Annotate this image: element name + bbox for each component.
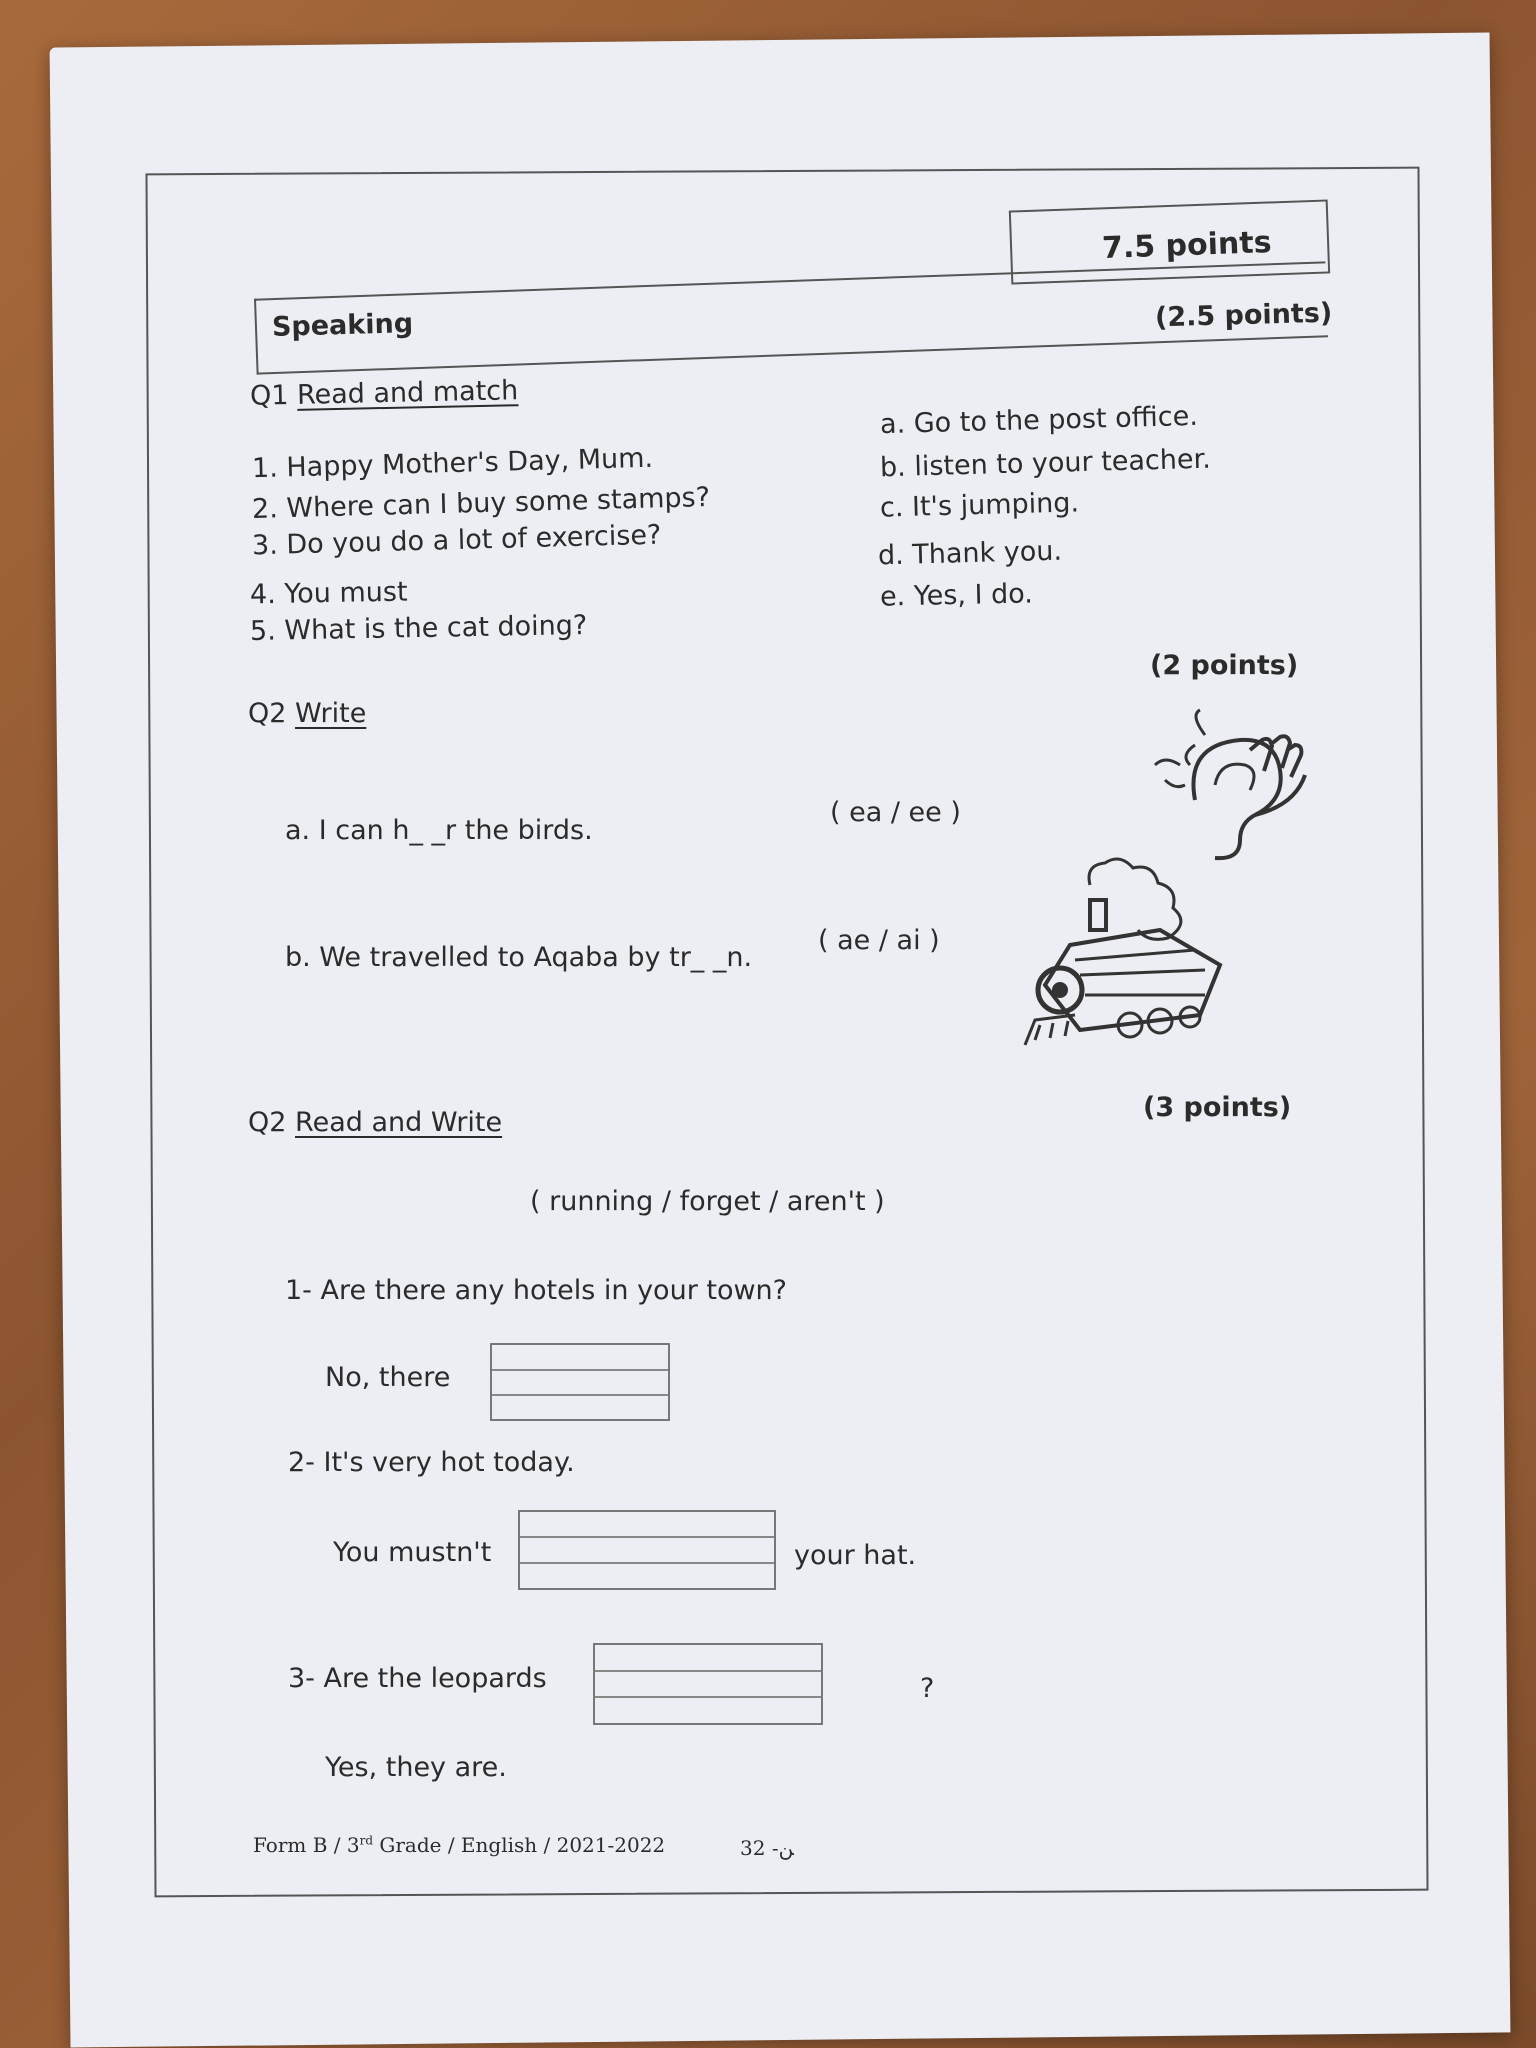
q2-a-text: a. I can h <box>285 815 410 846</box>
q2-item-a <box>285 815 593 846</box>
q1-right-item-b: b. listen to your teacher. <box>879 443 1212 484</box>
q1-right-item-d: d. Thank you. <box>877 535 1063 572</box>
q1-left-item-4: 4. You must <box>249 576 408 611</box>
total-points: 7.5 points <box>1101 225 1273 266</box>
q3-item3-answer-box[interactable] <box>593 1643 823 1725</box>
q1-left-item-1: 1. Happy Mother's Day, Mum. <box>251 442 654 485</box>
q3-points: (3 points) <box>1143 1092 1292 1123</box>
q2-b-end: n. <box>726 942 753 973</box>
q1-heading <box>250 375 519 412</box>
q1-label: Q1 <box>249 380 289 412</box>
footer-sup: rd <box>359 1833 374 1848</box>
q3-item2-question: 2- It's very hot today. <box>288 1447 575 1478</box>
q1-right-item-c: c. It's jumping. <box>879 487 1080 524</box>
section-points: (2.5 points) <box>1154 297 1333 334</box>
word-bank: ( running / forget / aren't ) <box>530 1186 885 1217</box>
footer-form <box>253 1833 665 1857</box>
footer-page: 3ﻦ- 2 <box>740 1836 794 1860</box>
q3-item1-answer-box[interactable] <box>490 1343 670 1421</box>
q1-right-item-e: e. Yes, I do. <box>879 578 1034 613</box>
q1-right-item-a: a. Go to the post office. <box>879 400 1199 441</box>
train-icon <box>1015 855 1230 1055</box>
q1-left-item-3: 3. Do you do a lot of exercise? <box>251 519 662 562</box>
q2-b-text: b. We travelled to Aqaba by tr <box>285 942 691 973</box>
q2-heading <box>248 698 366 729</box>
footer-form-label: Form B / 3 <box>253 1833 360 1857</box>
q3-item2-answer-box[interactable] <box>518 1510 776 1590</box>
q1-left-item-5: 5. What is the cat doing? <box>249 610 588 647</box>
q2-title: Write <box>295 698 367 729</box>
q3-item1-answer: No, there <box>325 1362 451 1393</box>
q1-title: Read and match <box>296 375 519 411</box>
q2-b-blank[interactable]: _ _ <box>690 942 727 973</box>
q1-left-item-2: 2. Where can I buy some stamps? <box>251 482 711 525</box>
q2-points: (2 points) <box>1150 650 1299 681</box>
q2-a-options: ( ea / ee ) <box>830 797 961 828</box>
q2-a-end: r the birds. <box>445 815 593 846</box>
q3-item2-end: your hat. <box>794 1540 917 1571</box>
q3-heading <box>248 1107 502 1138</box>
q3-item3-answer: Yes, they are. <box>325 1752 507 1783</box>
q2-label: Q2 <box>248 698 287 729</box>
q3-item1-question: 1- Are there any hotels in your town? <box>285 1275 788 1306</box>
q3-item2-answer: You mustn't <box>333 1537 492 1568</box>
q3-item3-end: ? <box>920 1673 935 1704</box>
q2-a-blank[interactable]: _ _ <box>409 815 446 846</box>
ear-hand-icon <box>1135 705 1315 875</box>
section-title: Speaking <box>271 308 414 343</box>
q2-item-b <box>285 942 752 973</box>
q2-b-options: ( ae / ai ) <box>818 925 940 956</box>
q3-label: Q2 <box>248 1107 287 1138</box>
q3-item3-question: 3- Are the leopards <box>288 1663 547 1694</box>
footer-rest: Grade / English / 2021-2022 <box>373 1833 666 1857</box>
q3-title: Read and Write <box>295 1107 503 1138</box>
page-frame <box>145 167 1428 1898</box>
